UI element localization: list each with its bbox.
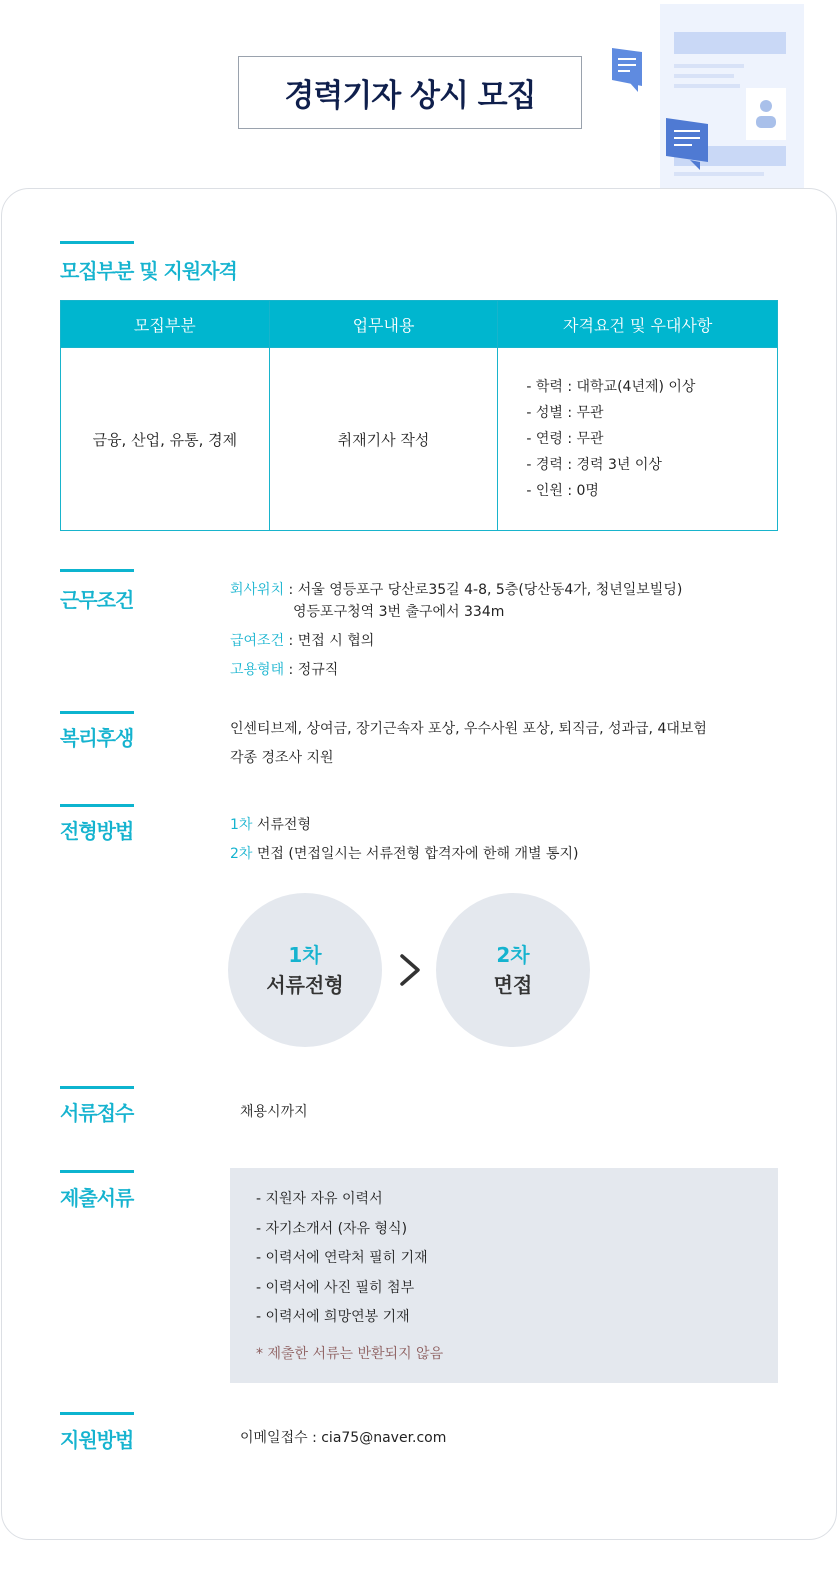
section-title-apply: 지원방법 — [60, 1428, 134, 1452]
profile-card-icon — [746, 88, 786, 140]
table-header-row — [61, 301, 778, 348]
location-row — [230, 579, 682, 601]
table-header-cell: 업무내용 — [269, 301, 498, 348]
process-circle-2-label: 면접 — [493, 973, 533, 997]
requirement-item: - 인원 : 0명 — [526, 483, 599, 499]
process-step-1-text: 서류전형 — [252, 817, 311, 833]
process-circle-2 — [436, 893, 590, 1047]
chevron-right-icon — [398, 953, 422, 987]
requirement-item: - 경력 : 경력 3년 이상 — [526, 457, 662, 473]
document-item: - 이력서에 사진 필히 첨부 — [256, 1279, 415, 1296]
section-divider — [60, 569, 134, 572]
documents-list — [256, 1185, 428, 1333]
salary-value: : 면접 시 협의 — [284, 633, 375, 649]
section-title-process: 전형방법 — [60, 819, 134, 843]
process-circle-1 — [228, 893, 382, 1047]
requirement-item: - 연령 : 무관 — [526, 431, 604, 447]
salary-label: 급여조건 — [230, 633, 285, 649]
requirement-item: - 성별 : 무관 — [526, 405, 604, 421]
recruit-field-cell: 금융, 산업, 유통, 경제 — [61, 348, 270, 531]
table-row — [61, 348, 778, 531]
section-divider — [60, 1412, 134, 1415]
section-title-documents: 제출서류 — [60, 1186, 134, 1210]
section-divider — [60, 1086, 134, 1089]
employment-type-label: 고용형태 — [230, 662, 285, 678]
benefits-line: 각종 경조사 지원 — [230, 750, 334, 766]
process-step-1 — [230, 814, 311, 836]
process-step-2 — [230, 843, 579, 865]
benefits-line: 인센티브제, 상여금, 장기근속자 포상, 우수사원 포상, 퇴직금, 성과급, 4대보험 — [230, 721, 707, 737]
document-illustration — [612, 0, 812, 192]
process-step-2-label: 2차 — [230, 846, 253, 862]
documents-note: * 제출한 서류는 반환되지 않음 — [256, 1346, 444, 1362]
process-circle-1-step: 1차 — [288, 943, 322, 967]
section-divider — [60, 711, 134, 714]
process-step-1-label: 1차 — [230, 817, 253, 833]
section-divider — [60, 1170, 134, 1173]
employment-type-value: : 정규직 — [284, 662, 339, 678]
apply-email: 이메일접수 : cia75@naver.com — [240, 1430, 447, 1446]
page-title-box — [238, 56, 582, 129]
section-divider — [60, 804, 134, 807]
section-title-deadline: 서류접수 — [60, 1101, 134, 1125]
requirement-item: - 학력 : 대학교(4년제) 이상 — [526, 379, 696, 395]
documents-panel — [230, 1168, 778, 1383]
document-item: - 지원자 자유 이력서 — [256, 1191, 383, 1207]
location-value: : 서울 영등포구 당산로35길 4-8, 5층(당산동4가, 청년일보빌딩) — [284, 582, 683, 598]
document-item: - 이력서에 희망연봉 기재 — [256, 1309, 410, 1325]
salary-row — [230, 630, 374, 652]
employment-type-row — [230, 659, 338, 681]
recruitment-table — [60, 300, 778, 531]
process-circle-2-step: 2차 — [496, 943, 530, 967]
process-step-2-text: 면접 (면접일시는 서류전형 합격자에 한해 개별 통지) — [252, 846, 579, 862]
section-title-recruitment: 모집부분 및 지원자격 — [60, 259, 237, 283]
deadline-value: 채용시까지 — [240, 1104, 308, 1120]
requirements-cell — [498, 348, 778, 531]
recruit-duty-cell: 취재기사 작성 — [269, 348, 498, 531]
location-subway: 영등포구청역 3번 출구에서 334m — [293, 604, 505, 620]
chat-bubble-icon — [612, 48, 642, 92]
document-item: - 이력서에 연락처 필히 기재 — [256, 1250, 428, 1266]
section-title-benefits: 복리후생 — [60, 726, 134, 750]
section-title-conditions: 근무조건 — [60, 588, 134, 612]
page-title: 경력기자 상시 모집 — [284, 78, 536, 114]
process-circle-1-label: 서류전형 — [266, 973, 344, 997]
document-item: - 자기소개서 (자유 형식) — [256, 1220, 408, 1237]
location-label: 회사위치 — [230, 582, 285, 598]
table-header-cell: 모집부분 — [61, 301, 270, 348]
section-divider — [60, 241, 134, 244]
table-header-cell: 자격요건 및 우대사항 — [498, 301, 778, 348]
